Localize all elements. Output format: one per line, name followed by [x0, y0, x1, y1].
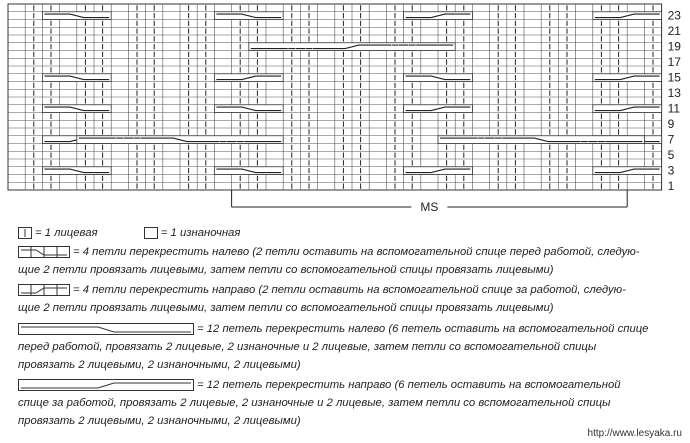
legend-cable12-right-text: = 12 петель перекрестить направо (6 петель оставить на вспомогательной	[197, 379, 621, 391]
legend-cable4-right-text: = 4 петли перекрестить направо (2 петли оставить на вспомогательной спице за работой, следую-	[73, 284, 626, 296]
row-label: 9	[667, 117, 675, 132]
footer-url: http://www.lesyaka.ru	[587, 428, 682, 439]
row-label: 13	[667, 86, 681, 101]
legend-cable4-left-text-2: щие 2 петли провязать лицевыми, затем петли со вспомогательной спицы провязать лицевыми)	[18, 264, 554, 276]
row-label: 23	[667, 8, 681, 23]
row-label: 17	[667, 55, 681, 70]
legend-cable12-left	[18, 322, 678, 336]
row-label: 7	[667, 132, 675, 147]
legend-cable12-right-text-3: провязать 2 лицевыми, 2 изнаночными, 2 лицевыми)	[18, 415, 301, 427]
cable4-right-symbol-icon	[18, 284, 70, 296]
legend-cable12-left-text: = 12 петель перекрестить налево (6 петель оставить на вспомогательной спице	[197, 323, 649, 335]
cable12-left-symbol-icon	[18, 323, 194, 335]
row-label: 15	[667, 70, 681, 85]
legend-cable12-right	[18, 378, 678, 392]
row-label: 1	[667, 179, 675, 194]
row-label: 21	[667, 24, 681, 39]
legend-cable12-right-cont2	[18, 414, 678, 428]
row-label: 11	[667, 101, 681, 116]
legend-cable4-right-text-2: щие 2 петли провязать лицевыми, затем петли со вспомогательной спицы провязать лицевыми)	[18, 302, 554, 314]
cable4-left-symbol-icon	[18, 246, 70, 258]
cable12-right-symbol-icon	[18, 379, 194, 391]
legend-cable4-left	[18, 245, 678, 259]
legend-knit-row	[18, 226, 678, 240]
legend-cable4-left-cont	[18, 263, 678, 277]
legend-cable4-right	[18, 283, 678, 297]
legend-cable4-right-cont	[18, 301, 678, 315]
row-label: 3	[667, 163, 675, 178]
legend-cable12-left-cont	[18, 340, 678, 354]
legend-cable12-left-cont2	[18, 358, 678, 372]
legend-cable12-right-cont	[18, 396, 678, 410]
legend-cable4-left-text: = 4 петли перекрестить налево (2 петли оставить на вспомогательной спице перед работой, следую-	[73, 246, 640, 258]
legend-cable12-right-text-2: спице за работой, провязать 2 лицевые, 2 изнаночные и 2 лицевые, затем петли со вспомогательной спицы	[18, 397, 611, 409]
row-label: 19	[667, 39, 681, 54]
legend-knit-text: = 1 лицевая	[35, 227, 98, 239]
purl-symbol-icon	[144, 227, 158, 239]
row-label: 5	[667, 148, 675, 163]
knit-symbol-icon	[18, 227, 32, 239]
legend-purl-text: = 1 изнаночная	[160, 227, 241, 239]
legend-cable12-left-text-2: перед работой, провязать 2 лицевые, 2 изнаночные и 2 лицевые, затем петли со вспомогательной спицы	[18, 341, 597, 353]
legend-cable12-left-text-3: провязать 2 лицевыми, 2 изнаночными, 2 лицевыми)	[18, 359, 301, 371]
repeat-label: MS	[420, 200, 439, 214]
